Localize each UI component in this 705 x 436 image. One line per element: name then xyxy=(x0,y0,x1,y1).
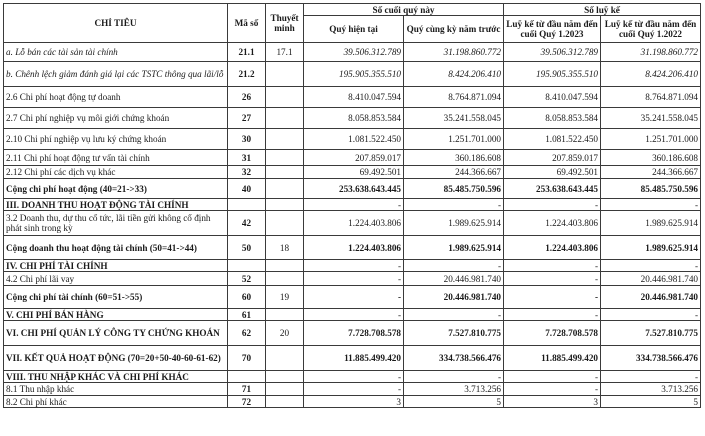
value-quy-hien-tai: - xyxy=(304,199,404,211)
row-note xyxy=(266,371,304,383)
table-row xyxy=(4,43,701,62)
row-code: 71 xyxy=(228,383,266,396)
table-row xyxy=(4,211,701,236)
row-label: 2.11 Chi phí hoạt động tư vấn tài chính xyxy=(4,150,228,166)
value-luy-ke-2023: 11.885.499.420 xyxy=(504,346,601,371)
table-header xyxy=(4,4,701,43)
row-note xyxy=(266,129,304,150)
row-label: 2.10 Chi phí nghiệp vụ lưu ký chứng khoán xyxy=(4,129,228,150)
value-quy-hien-tai: 1.081.522.450 xyxy=(304,129,404,150)
row-label: 4.2 Chi phí lãi vay xyxy=(4,272,228,286)
row-code: 21.2 xyxy=(228,62,266,87)
value-luy-ke-2023: 8.058.853.584 xyxy=(504,108,601,129)
table-row xyxy=(4,179,701,199)
value-quy-cung-ky: 20.446.981.740 xyxy=(404,272,504,286)
value-quy-hien-tai: 253.638.643.445 xyxy=(304,179,404,199)
table-row xyxy=(4,309,701,321)
row-label: 8.2 Chi phí khác xyxy=(4,396,228,408)
value-luy-ke-2022: 360.186.608 xyxy=(601,150,701,166)
row-note xyxy=(266,396,304,408)
header-chi-tieu: CHỈ TIÊU xyxy=(4,4,228,43)
row-note: 18 xyxy=(266,236,304,260)
row-code: 42 xyxy=(228,211,266,236)
row-code: 62 xyxy=(228,321,266,346)
value-luy-ke-2023: 1.224.403.806 xyxy=(504,211,601,236)
value-quy-hien-tai: 7.728.708.578 xyxy=(304,321,404,346)
value-luy-ke-2022: 35.241.558.045 xyxy=(601,108,701,129)
value-luy-ke-2022: - xyxy=(601,309,701,321)
row-label: Cộng chi phí tài chính (60=51->55) xyxy=(4,286,228,309)
row-label: 2.12 Chi phí các dịch vụ khác xyxy=(4,166,228,179)
value-luy-ke-2022: - xyxy=(601,260,701,272)
table-row xyxy=(4,371,701,383)
value-quy-hien-tai: 69.492.501 xyxy=(304,166,404,179)
value-luy-ke-2023: - xyxy=(504,383,601,396)
table-row xyxy=(4,150,701,166)
value-luy-ke-2022: 8.424.206.410 xyxy=(601,62,701,87)
value-luy-ke-2022: 334.738.566.476 xyxy=(601,346,701,371)
value-quy-cung-ky: 244.366.667 xyxy=(404,166,504,179)
row-note xyxy=(266,179,304,199)
row-note xyxy=(266,108,304,129)
value-luy-ke-2023: 8.410.047.594 xyxy=(504,87,601,108)
table-row xyxy=(4,383,701,396)
table-row xyxy=(4,129,701,150)
row-note xyxy=(266,199,304,211)
value-luy-ke-2022: 1.989.625.914 xyxy=(601,211,701,236)
row-note xyxy=(266,87,304,108)
header-ma-so: Mã số xyxy=(228,4,266,43)
table-row xyxy=(4,199,701,211)
value-luy-ke-2022: 244.366.667 xyxy=(601,166,701,179)
header-quy-cung-ky: Quý cùng kỳ năm trước xyxy=(404,16,504,43)
value-luy-ke-2023: 1.081.522.450 xyxy=(504,129,601,150)
row-label: VII. KẾT QUẢ HOẠT ĐỘNG (70=20+50-40-60-61-62) xyxy=(4,346,228,371)
value-quy-cung-ky: 31.198.860.772 xyxy=(404,43,504,62)
row-note xyxy=(266,260,304,272)
value-quy-cung-ky: 8.424.206.410 xyxy=(404,62,504,87)
header-luy-ke-2022: Luỹ kế từ đầu năm đến cuối Quý 1.2022 xyxy=(601,16,701,43)
value-quy-cung-ky: 1.989.625.914 xyxy=(404,211,504,236)
value-luy-ke-2022: 20.446.981.740 xyxy=(601,286,701,309)
value-luy-ke-2023: - xyxy=(504,260,601,272)
row-code: 31 xyxy=(228,150,266,166)
row-label: III. DOANH THU HOẠT ĐỘNG TÀI CHÍNH xyxy=(4,199,228,211)
value-luy-ke-2022: 5 xyxy=(601,396,701,408)
row-code: 21.1 xyxy=(228,43,266,62)
value-quy-hien-tai: 1.224.403.806 xyxy=(304,211,404,236)
row-note xyxy=(266,211,304,236)
value-luy-ke-2023: - xyxy=(504,309,601,321)
value-quy-cung-ky: 1.251.701.000 xyxy=(404,129,504,150)
row-code: 40 xyxy=(228,179,266,199)
row-label: 3.2 Doanh thu, dự thu cổ tức, lãi tiền gửi không cố định phát sinh trong kỳ xyxy=(4,211,228,236)
value-quy-cung-ky: - xyxy=(404,371,504,383)
row-label: a. Lỗ bán các tài sản tài chính xyxy=(4,43,228,62)
value-luy-ke-2023: - xyxy=(504,286,601,309)
row-code: 60 xyxy=(228,286,266,309)
value-luy-ke-2022: 85.485.750.596 xyxy=(601,179,701,199)
row-note: 20 xyxy=(266,321,304,346)
value-quy-hien-tai: - xyxy=(304,260,404,272)
table-row xyxy=(4,62,701,87)
header-so-luy-ke: Số luỹ kế xyxy=(504,4,701,16)
row-label: V. CHI PHÍ BÁN HÀNG xyxy=(4,309,228,321)
row-label: VIII. THU NHẬP KHÁC VÀ CHI PHÍ KHÁC xyxy=(4,371,228,383)
row-label: 2.7 Chi phí nghiệp vụ môi giới chứng khoán xyxy=(4,108,228,129)
value-quy-cung-ky: 35.241.558.045 xyxy=(404,108,504,129)
header-so-cuoi-quy-nay: Số cuối quý này xyxy=(304,4,504,16)
row-label: b. Chênh lệch giảm đánh giá lại các TSTC thông qua lãi/lỗ xyxy=(4,62,228,87)
row-code xyxy=(228,371,266,383)
row-label: VI. CHI PHÍ QUẢN LÝ CÔNG TY CHỨNG KHOÁN xyxy=(4,321,228,346)
value-luy-ke-2023: - xyxy=(504,371,601,383)
header-thuyet-minh: Thuyết minh xyxy=(266,4,304,43)
value-quy-hien-tai: 3 xyxy=(304,396,404,408)
table-row xyxy=(4,108,701,129)
value-luy-ke-2023: 39.506.312.789 xyxy=(504,43,601,62)
value-luy-ke-2022: 1.251.701.000 xyxy=(601,129,701,150)
value-quy-hien-tai: - xyxy=(304,286,404,309)
row-code: 32 xyxy=(228,166,266,179)
value-luy-ke-2023: 207.859.017 xyxy=(504,150,601,166)
value-quy-cung-ky: 360.186.608 xyxy=(404,150,504,166)
value-quy-cung-ky: 7.527.810.775 xyxy=(404,321,504,346)
value-quy-cung-ky: 5 xyxy=(404,396,504,408)
value-luy-ke-2022: 20.446.981.740 xyxy=(601,272,701,286)
value-luy-ke-2022: 3.713.256 xyxy=(601,383,701,396)
row-note xyxy=(266,62,304,87)
value-quy-hien-tai: 195.905.355.510 xyxy=(304,62,404,87)
row-code: 70 xyxy=(228,346,266,371)
table-row xyxy=(4,87,701,108)
row-code xyxy=(228,260,266,272)
table-row xyxy=(4,346,701,371)
row-code: 27 xyxy=(228,108,266,129)
value-luy-ke-2023: 253.638.643.445 xyxy=(504,179,601,199)
value-quy-hien-tai: 11.885.499.420 xyxy=(304,346,404,371)
value-luy-ke-2022: - xyxy=(601,199,701,211)
value-quy-hien-tai: - xyxy=(304,371,404,383)
row-code: 72 xyxy=(228,396,266,408)
row-code: 26 xyxy=(228,87,266,108)
value-quy-cung-ky: 334.738.566.476 xyxy=(404,346,504,371)
value-quy-cung-ky: - xyxy=(404,199,504,211)
value-luy-ke-2023: 1.224.403.806 xyxy=(504,236,601,260)
value-quy-cung-ky: 8.764.871.094 xyxy=(404,87,504,108)
value-luy-ke-2023: 69.492.501 xyxy=(504,166,601,179)
row-code: 52 xyxy=(228,272,266,286)
value-quy-hien-tai: 1.224.403.806 xyxy=(304,236,404,260)
value-luy-ke-2022: 7.527.810.775 xyxy=(601,321,701,346)
value-luy-ke-2023: - xyxy=(504,199,601,211)
value-quy-hien-tai: - xyxy=(304,383,404,396)
row-note xyxy=(266,166,304,179)
header-luy-ke-2023: Luỹ kế từ đầu năm đến cuối Quý 1.2023 xyxy=(504,16,601,43)
value-luy-ke-2023: 195.905.355.510 xyxy=(504,62,601,87)
value-quy-hien-tai: - xyxy=(304,272,404,286)
value-quy-cung-ky: 20.446.981.740 xyxy=(404,286,504,309)
value-quy-hien-tai: 8.058.853.584 xyxy=(304,108,404,129)
row-label: Cộng doanh thu hoạt động tài chính (50=41->44) xyxy=(4,236,228,260)
value-quy-hien-tai: 8.410.047.594 xyxy=(304,87,404,108)
table-body xyxy=(4,43,701,408)
row-label: Cộng chi phí hoạt động (40=21->33) xyxy=(4,179,228,199)
value-luy-ke-2022: 31.198.860.772 xyxy=(601,43,701,62)
table-row xyxy=(4,166,701,179)
value-quy-cung-ky: - xyxy=(404,309,504,321)
value-luy-ke-2023: 7.728.708.578 xyxy=(504,321,601,346)
row-label: IV. CHI PHÍ TÀI CHÍNH xyxy=(4,260,228,272)
value-luy-ke-2023: - xyxy=(504,272,601,286)
table-row xyxy=(4,286,701,309)
value-quy-cung-ky: - xyxy=(404,260,504,272)
row-label: 2.6 Chi phí hoạt động tự doanh xyxy=(4,87,228,108)
value-luy-ke-2022: 1.989.625.914 xyxy=(601,236,701,260)
table-row xyxy=(4,260,701,272)
row-code: 61 xyxy=(228,309,266,321)
row-code: 50 xyxy=(228,236,266,260)
table-row xyxy=(4,321,701,346)
row-code: 30 xyxy=(228,129,266,150)
value-luy-ke-2022: 8.764.871.094 xyxy=(601,87,701,108)
row-code xyxy=(228,199,266,211)
header-quy-hien-tai: Quý hiện tại xyxy=(304,16,404,43)
row-label: 8.1 Thu nhập khác xyxy=(4,383,228,396)
row-note xyxy=(266,272,304,286)
value-quy-cung-ky: 1.989.625.914 xyxy=(404,236,504,260)
value-quy-hien-tai: - xyxy=(304,309,404,321)
value-quy-hien-tai: 207.859.017 xyxy=(304,150,404,166)
value-quy-hien-tai: 39.506.312.789 xyxy=(304,43,404,62)
value-luy-ke-2023: 3 xyxy=(504,396,601,408)
table-row xyxy=(4,272,701,286)
row-note: 19 xyxy=(266,286,304,309)
income-statement-table xyxy=(3,3,701,408)
row-note: 17.1 xyxy=(266,43,304,62)
table-row xyxy=(4,236,701,260)
row-note xyxy=(266,150,304,166)
row-note xyxy=(266,346,304,371)
row-note xyxy=(266,309,304,321)
value-luy-ke-2022: - xyxy=(601,371,701,383)
row-note xyxy=(266,383,304,396)
value-quy-cung-ky: 3.713.256 xyxy=(404,383,504,396)
table-row xyxy=(4,396,701,408)
value-quy-cung-ky: 85.485.750.596 xyxy=(404,179,504,199)
